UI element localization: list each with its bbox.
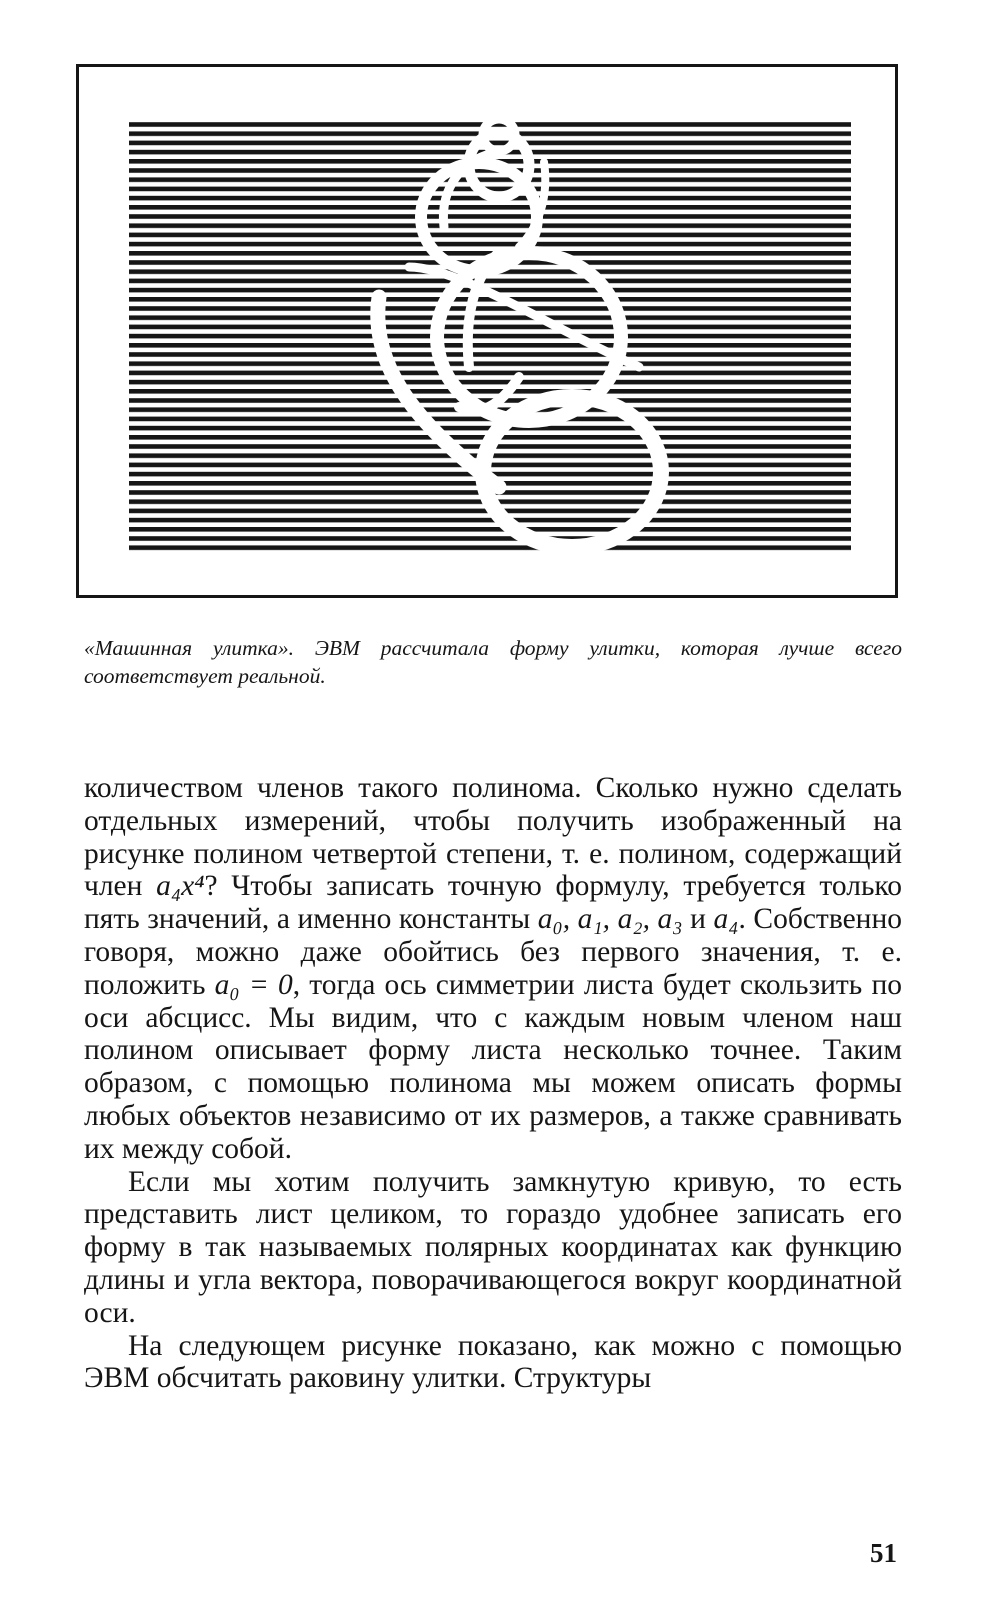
figure-caption: «Машинная улитка». ЭВМ рассчитала форму улитки, которая лучше всего соответствует реальной. (84, 636, 902, 688)
formula-constant-a4: a₄ (713, 903, 739, 936)
paragraph-1 (84, 772, 902, 1166)
paragraph-3: На следующем рисунке показано, как можно с помощью ЭВМ обсчитать раковину улитки. Структуры (84, 1329, 902, 1395)
formula-constants: a₀, a₁, a₂, a₃ (537, 903, 683, 936)
paragraph-2: Если мы хотим получить замкнутую кривую, то есть представить лист целиком, то гораздо удобнее записать его форму в так называемых полярных координатах как функцию длины и угла вектора, поворачивающегося вокруг координатной оси. (84, 1165, 902, 1329)
formula-a0-zero: a₀ = 0 (214, 968, 293, 1001)
paragraph-1-text-b: ? Чтобы записать точную формулу, требуется только пять значений, а именно константы (84, 870, 902, 936)
paragraph-1-text-d: . Собственно говоря, можно даже обойтись без первого значения, т. е. положить (84, 903, 902, 1001)
page-number: 51 (870, 1538, 897, 1568)
paragraph-1-text-a: количеством членов такого полинома. Сколько нужно сделать отдельных измерений, чтобы получить изображенный на рисунке полином четвертой степени, т. е. полином, содержащий член (84, 772, 902, 903)
formula-term: a₄x⁴ (156, 870, 205, 903)
figure-frame (76, 64, 898, 598)
body-text (84, 772, 902, 1395)
snail-shell-raster-figure (79, 67, 895, 595)
paragraph-1-text-c: и (682, 903, 714, 936)
paragraph-1-text-e: , тогда ось симметрии листа будет скользить по оси абсцисс. Мы видим, что с каждым новым членом наш полином описывает форму листа несколько точнее. Таким образом, с помощью полинома мы можем описать формы любых объектов независимо от их размеров, а также сравнивать их между собой. (84, 968, 902, 1165)
